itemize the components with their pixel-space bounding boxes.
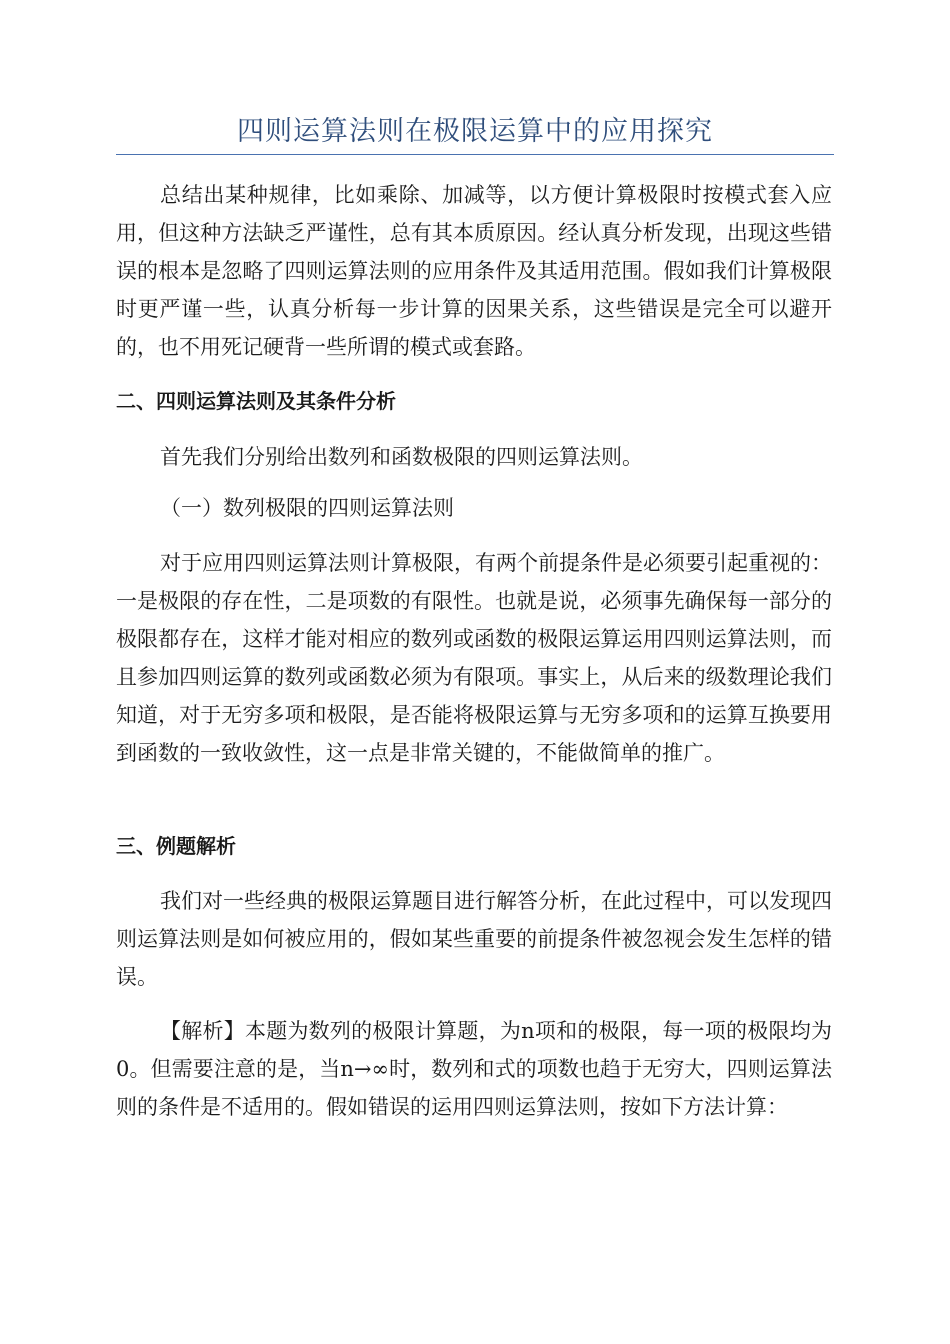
section-heading-2: 二、四则运算法则及其条件分析 [116, 389, 396, 413]
paragraph-intro: 总结出某种规律，比如乘除、加减等，以方便计算极限时按模式套入应用，但这种方法缺乏严谨性，总有其本质原因。经认真分析发现，出现这些错误的根本是忽略了四则运算法则的应用条件及其适用范围。假如我们计算极限时更严谨一些，认真分析每一步计算的因果关系，这些错误是完全可以避开的，也不用死记硬背一些所谓的模式或套路。 [116, 183, 832, 359]
title-underline [116, 154, 834, 155]
paragraph-analysis: 【解析】本题为数列的极限计算题，为n项和的极限，每一项的极限均为0。但需要注意的是，当n→∞时，数列和式的项数也趋于无穷大，四则运算法则的条件是不适用的。假如错误的运用四则运算法则，按如下方法计算： [116, 1019, 832, 1119]
paragraph-rules-intro: 首先我们分别给出数列和函数极限的四则运算法则。 [160, 445, 643, 469]
section-heading-3: 三、例题解析 [116, 834, 236, 858]
paragraph-examples-intro: 我们对一些经典的极限运算题目进行解答分析，在此过程中，可以发现四则运算法则是如何被应用的，假如某些重要的前提条件被忽视会发生怎样的错误。 [116, 889, 832, 989]
document-title: 四则运算法则在极限运算中的应用探究 [237, 116, 713, 147]
paragraph-conditions: 对于应用四则运算法则计算极限，有两个前提条件是必须要引起重视的：一是极限的存在性，二是项数的有限性。也就是说，必须事先确保每一部分的极限都存在，这样才能对相应的数列或函数的极限运算运用四则运算法则，而且参加四则运算的数列或函数必须为有限项。事实上，从后来的级数理论我们知道，对于无穷多项和极限，是否能将极限运算与无穷多项和的运算互换要用到函数的一致收敛性，这一点是非常关键的，不能做简单的推广。 [116, 551, 832, 765]
subsection-heading-1: （一）数列极限的四则运算法则 [160, 496, 454, 520]
